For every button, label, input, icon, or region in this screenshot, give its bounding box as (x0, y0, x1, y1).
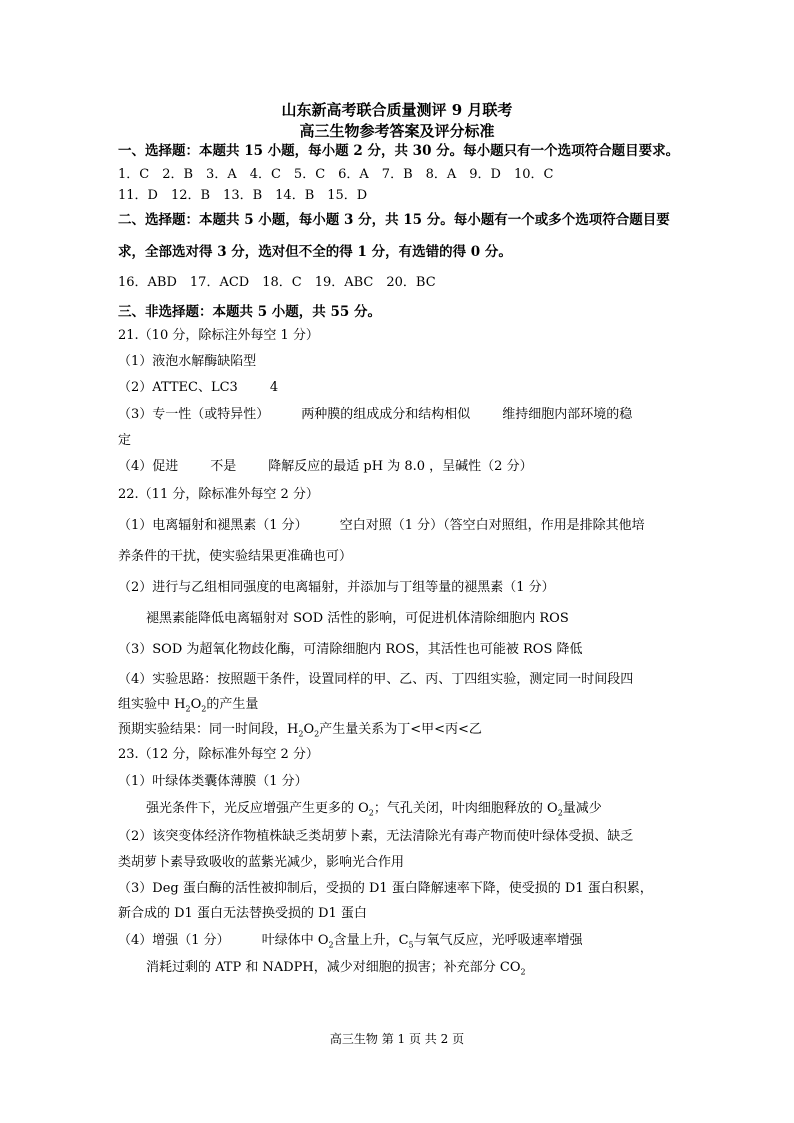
q22-answer-4-cont (118, 697, 258, 713)
q23-text: （4）增强（1 分） (118, 933, 230, 948)
page-title: 山东新高考联合质量测评 9 月联考 (281, 101, 513, 119)
q21-header: 21.（10 分，除标注外每空 1 分） (118, 328, 319, 343)
q23-answer-2-cont: 类胡萝卜素导致吸收的蓝紫光减少，影响光合作用 (118, 855, 405, 870)
q23-header: 23.（12 分，除标准外每空 2 分） (118, 747, 319, 762)
q22-header: 22.（11 分，除标准外每空 2 分） (118, 487, 319, 502)
q21-answer-4a: （4）促进 (118, 459, 179, 474)
q23-sub: 5 (408, 940, 414, 950)
section1-answers-row1: 1．C 2．B 3．A 4．C 5．C 6．A 7．B 8．A 9．D 10．C (118, 167, 554, 182)
section2-answers: 16．ABD 17．ACD 18．C 19．ABC 20．BC (118, 275, 436, 290)
q23-text: 与氧气反应，光呼吸速率增强 (413, 933, 583, 948)
q22-answer-1-cont: 养条件的干扰，使实验结果更准确也可） (118, 549, 353, 564)
q22-text: 产生量关系为丁<甲<丙<乙 (319, 722, 482, 737)
q22-answer-1b: 空白对照（1 分）（答空白对照组，作用是排除其他培 (339, 518, 645, 533)
q23-answer-4 (118, 933, 583, 949)
q23-text: ；气孔关闭，叶肉细胞释放的 O (373, 801, 558, 816)
q21-answer-3c: 维持细胞内部环境的稳 (502, 407, 633, 422)
q23-answer-4-cont (146, 960, 526, 976)
q23-text: 量减少 (562, 801, 602, 816)
q22-text: 组实验中 H (118, 697, 186, 712)
q23-answer-3-cont: 新合成的 D1 蛋白无法替换受损的 D1 蛋白 (118, 906, 367, 921)
page-subtitle: 高三生物参考答案及评分标准 (299, 122, 495, 140)
q22-answer-2-cont: 褪黑素能降低电离辐射对 SOD 活性的影响，可促进机体清除细胞内 ROS (146, 611, 569, 626)
q22-expected-result (118, 722, 482, 738)
q23-answer-2: （2）该突变体经济作物植株缺乏类胡萝卜素，无法清除光有毒产物而使叶绿体受损、缺乏 (118, 829, 634, 844)
q22-text: O (303, 722, 315, 737)
q21-answer-2a: （2）ATTEC、LC3 (118, 380, 238, 395)
q21-answer-1: （1）液泡水解酶缺陷型 (118, 354, 257, 369)
q22-answer-4: （4）实验思路：按照题干条件，设置同样的甲、乙、丙、丁四组实验，测定同一时间段四 (118, 672, 634, 687)
q21-answer-3b: 两种膜的组成成分和结构相似 (301, 407, 471, 422)
section2-heading-line1: 二、选择题：本题共 5 小题，每小题 3 分，共 15 分。每小题有一个或多个选项符合题目要 (118, 212, 670, 228)
q22-answer-1a: （1）电离辐射和褪黑素（1 分） (118, 518, 308, 533)
q23-sub: 2 (520, 967, 526, 977)
q23-sub: 2 (557, 808, 563, 818)
q21-answer-4c: 降解反应的最适 pH 为 8.0 ，呈碱性（2 分） (268, 459, 533, 474)
q23-text: 强光条件下，光反应增强产生更多的 O (146, 801, 369, 816)
q21-answer-2 (118, 380, 278, 396)
q22-sub: 2 (185, 704, 191, 714)
q22-text: O (190, 697, 202, 712)
section1-heading: 一、选择题：本题共 15 小题，每小题 2 分，共 30 分。每小题只有一个选项符合题目要求。 (118, 143, 680, 159)
q22-sub: 2 (201, 704, 207, 714)
q21-answer-3 (118, 407, 632, 423)
q23-text: 叶绿体中 O (261, 933, 329, 948)
q23-answer-1: （1）叶绿体类囊体薄膜（1 分） (118, 774, 308, 789)
q23-sub: 2 (328, 940, 334, 950)
page-footer: 高三生物 第 1 页 共 2 页 (329, 1032, 465, 1046)
section1-answers-row2: 11．D 12．B 13．B 14．B 15．D (118, 188, 368, 203)
q21-answer-3a: （3）专一性（或特异性） (118, 407, 270, 422)
q22-answer-2: （2）进行与乙组相同强度的电离辐射，并添加与丁组等量的褪黑素（1 分） (118, 580, 555, 595)
q23-sub: 2 (368, 808, 374, 818)
q21-answer-3-cont: 定 (118, 433, 132, 448)
q22-sub: 2 (298, 729, 304, 739)
section2-heading-line2: 求，全部选对得 3 分，选对但不全的得 1 分，有选错的得 0 分。 (118, 244, 512, 260)
q23-text: 消耗过剩的 ATP 和 NADPH，减少对细胞的损害；补充部分 CO (146, 960, 521, 975)
q22-answer-1 (118, 518, 645, 534)
q21-answer-4 (118, 459, 533, 475)
q23-answer-3: （3）Deg 蛋白酶的活性被抑制后，受损的 D1 蛋白降解速率下降，使受损的 D1 蛋白积累， (118, 881, 653, 896)
q22-text: 的产生量 (206, 697, 259, 712)
q21-answer-2b: 4 (269, 380, 279, 395)
q21-answer-4b: 不是 (210, 459, 237, 474)
q23-text: 含量上升，C (333, 933, 409, 948)
q22-answer-3: （3）SOD 为超氧化物歧化酶，可清除细胞内 ROS，其活性也可能被 ROS 降低 (118, 642, 583, 657)
section3-heading: 三、非选择题：本题共 5 小题，共 55 分。 (118, 304, 381, 320)
q22-sub: 2 (314, 729, 320, 739)
q23-answer-1-cont (146, 801, 602, 817)
q22-text: 预期实验结果：同一时间段，H (118, 722, 299, 737)
